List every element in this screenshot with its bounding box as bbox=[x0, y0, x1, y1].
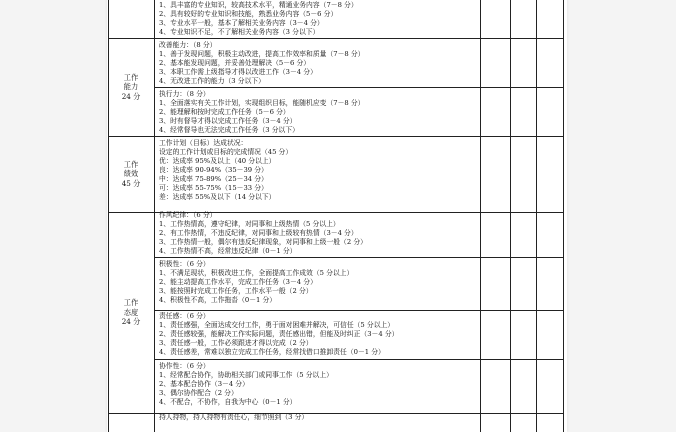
row-line bbox=[108, 136, 564, 137]
row-line bbox=[154, 257, 564, 258]
table-border-right bbox=[563, 0, 564, 432]
criteria-block-performance: 工作计划（目标）达成状况： 设定的工作计划或目标的完成情况（45 分） 优：达成率 95%及以上（40 分以上） 良：达成率 90-94%（35－39 分） 中：达成率 75-89%（25－34 分） 可：达成率 55-75%（15－33 分） 差：达成率 55%及以下（14 分以下） bbox=[159, 139, 293, 201]
category-work-attitude: 工作 态度 24 分 bbox=[121, 298, 141, 327]
criteria-block-execution: 执行力：（8 分） 1、全面落实有关工作计划，实现组织目标，能随机应变（7－8 分） 2、能理解和按时完成工作任务（5－6 分） 3、时有督导才得以完成工作任务（3－4 分） 4、经常督导也无法完成工作任务（3 分以下） bbox=[159, 90, 365, 134]
row-line bbox=[154, 359, 564, 360]
table-divider-score-2 bbox=[510, 0, 511, 432]
criteria-block-discipline: 作风纪律：（6 分） 1、工作热情高，遵守纪律，对同事和上级热情（5 分以上） 2、有工作热情，不违反纪律，对同事和上级较有热情（3－4 分） 3、工作热情一般，偶尔有违反纪律现象，对同事和上级一般（2 分） 4、工作热情不高，经常违反纪律（0－1 分） bbox=[159, 211, 367, 255]
criteria-block-improvement: 改善能力：（8 分） 1、善于发现问题，积极主动改进，提高工作效率和质量（7－8 分） 2、基本能发现问题，并妥善处理解决（5－6 分） 3、本职工作需上级指导才得以改进工作（3－4 分） 4、无改进工作的能力（3 分以下） bbox=[159, 41, 365, 85]
criteria-block-initiative: 积极性：（6 分） 1、不满足现状，积极改进工作，全面提高工作成效（5 分以上） 2、能主动提高工作水平，完成工作任务（3－4 分） 3、能按照时完成工作任务，工作水平一般（2 分） 4、积极性不高，工作拖沓（0－1 分） bbox=[159, 260, 354, 304]
criteria-block-responsibility: 责任感：（6 分） 1、责任感强，全面达成交付工作，勇于面对困难并解决，可信任（5 分以上） 2、责任感较强，能解决工作实际问题，责任感出错，但能及时纠正（3－4 分） 3、责任感一般，工作必须跟进才得以完成（2 分） 4、责任感差，常难以独立完成工作任务，经常找借口推卸责任（0－1 分） bbox=[159, 312, 399, 356]
category-work-ability: 工作 能力 24 分 bbox=[121, 72, 141, 101]
row-line bbox=[108, 38, 564, 39]
table-divider-score-3 bbox=[536, 0, 537, 432]
table-divider-category bbox=[154, 0, 155, 432]
row-line bbox=[154, 87, 564, 88]
criteria-block-knowledge: 1、具丰富的专业知识，较高技术水平，精通业务内容（7－8 分） 2、具有较好的专业知识和技能，熟悉业务内容（5－6 分） 3、专业水平一般，基本了解相关业务内容（3－4 分） 4、专业知识不足，不了解相关业务内容（3 分以下） bbox=[159, 1, 358, 36]
criteria-block-cooperation: 协作性：（6 分） 1、经常配合协作，协助相关部门或同事工作（5 分以上） 2、基本配合协作（3－4 分） 3、偶尔协作配合（2 分） 4、不配合，不协作，自我为中心（0－1 分） bbox=[159, 362, 333, 406]
criteria-block-last: 持人持物，持人持物有责任心，细节照到（3 分） bbox=[159, 413, 309, 421]
row-line bbox=[154, 310, 564, 311]
document-page bbox=[107, 0, 567, 432]
evaluation-table bbox=[108, 0, 564, 432]
category-work-performance: 工作 绩效 45 分 bbox=[121, 159, 141, 188]
